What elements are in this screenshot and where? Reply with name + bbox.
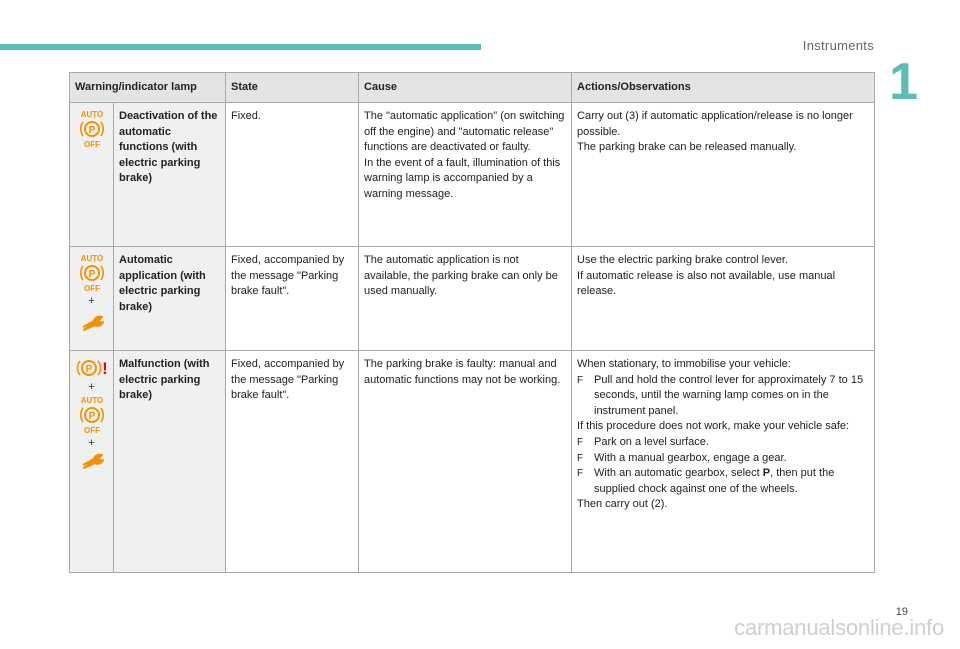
- action-text: Then carry out (2).: [577, 498, 668, 511]
- cause-text: The automatic application is not available, the parking brake can only be used manually.: [364, 254, 558, 298]
- column-header-state: State: [226, 73, 359, 103]
- svg-text:AUTO: AUTO: [80, 254, 103, 263]
- action-text: If automatic release is also not available, use manual release.: [577, 269, 836, 298]
- svg-text:AUTO: AUTO: [80, 396, 103, 405]
- action-step: [577, 373, 869, 420]
- bullet-icon: F: [577, 436, 584, 448]
- lamp-name: Automatic application (with electric parking brake): [114, 247, 226, 351]
- svg-text:AUTO: AUTO: [80, 110, 103, 119]
- svg-text:P: P: [88, 125, 95, 136]
- column-header-actions: Actions/Observations: [572, 73, 875, 103]
- action-text: When stationary, to immobilise your vehicle:: [577, 358, 791, 370]
- spanner-icon: [80, 453, 104, 469]
- svg-text:!: !: [101, 359, 108, 378]
- svg-text:P: P: [88, 269, 95, 280]
- page-number: 19: [895, 606, 908, 618]
- action-step: [577, 435, 869, 451]
- action-step-text: [594, 466, 869, 497]
- header-accent-bar: [0, 44, 481, 50]
- svg-text:P: P: [88, 411, 95, 422]
- actions-cell: [572, 103, 875, 247]
- state-cell: Fixed, accompanied by the message "Parking brake fault".: [226, 351, 359, 573]
- lamp-name: Malfunction (with electric parking brake): [114, 351, 226, 573]
- action-step-text: Pull and hold the control lever for approximately 7 to 15 seconds, until the warning lamp comes on in the instrument panel.: [594, 373, 864, 417]
- action-step: [577, 466, 869, 497]
- state-cell: Fixed, accompanied by the message "Parking brake fault".: [226, 247, 359, 351]
- actions-cell: [572, 351, 875, 573]
- section-title: Instruments: [802, 38, 874, 53]
- bullet-icon: F: [577, 468, 584, 480]
- lamp-cell: [70, 247, 114, 351]
- bullet-icon: F: [577, 374, 584, 386]
- lamp-name: Deactivation of the automatic functions (with electric parking brake): [114, 103, 226, 247]
- column-header-cause: Cause: [359, 73, 572, 103]
- watermark: carmanualsonline.info: [734, 615, 944, 640]
- actions-cell: [572, 247, 875, 351]
- state-cell: Fixed.: [226, 103, 359, 247]
- table-row: [70, 351, 875, 573]
- action-text: If this procedure does not work, make your vehicle safe:: [577, 420, 850, 433]
- svg-text:OFF: OFF: [83, 284, 100, 293]
- column-header-lamp: Warning/indicator lamp: [70, 73, 226, 103]
- spanner-icon: [80, 315, 104, 331]
- table-row: [70, 103, 875, 247]
- auto-p-off-icon: [76, 253, 108, 293]
- cause-cell: [359, 247, 572, 351]
- svg-text:OFF: OFF: [83, 426, 100, 435]
- auto-p-off-icon: [76, 109, 108, 149]
- table-row: [70, 247, 875, 351]
- parking-brake-exclamation-icon: [75, 357, 109, 379]
- cause-cell: [359, 103, 572, 247]
- action-text: Use the electric parking brake control lever.: [577, 254, 788, 266]
- bullet-icon: F: [577, 452, 584, 464]
- plus-sign: +: [88, 437, 95, 449]
- chapter-number: 1: [889, 53, 918, 111]
- action-step-text-pre: With an automatic gearbox, select: [594, 467, 763, 480]
- gear-key-p: P: [762, 467, 771, 480]
- action-text: Carry out (3) if automatic application/release is no longer possible.: [577, 110, 853, 138]
- svg-text:P: P: [85, 364, 92, 375]
- cause-text: The "automatic application" (on switching off the engine) and "automatic release" functions are deactivated or faulty.: [364, 110, 565, 154]
- lamp-cell: [70, 351, 114, 573]
- cause-cell: [359, 351, 572, 573]
- action-step: [577, 451, 869, 467]
- cause-text: In the event of a fault, illumination of this warning lamp is accompanied by a warning message.: [364, 156, 561, 200]
- auto-p-off-icon: [76, 395, 108, 435]
- lamp-cell: [70, 103, 114, 247]
- table-header-row: [70, 73, 875, 103]
- svg-text:OFF: OFF: [83, 140, 100, 149]
- action-step-text: With a manual gearbox, engage a gear.: [594, 451, 787, 464]
- action-text: The parking brake can be released manually.: [577, 141, 797, 154]
- action-step-text-post: , then put the supplied chock against one of the wheels.: [594, 467, 835, 495]
- plus-sign: +: [88, 295, 95, 307]
- action-step-text: Park on a level surface.: [594, 435, 709, 448]
- cause-text: The parking brake is faulty: manual and automatic functions may not be working.: [364, 358, 561, 386]
- warning-lamp-table: [69, 72, 875, 573]
- plus-sign: +: [88, 381, 95, 393]
